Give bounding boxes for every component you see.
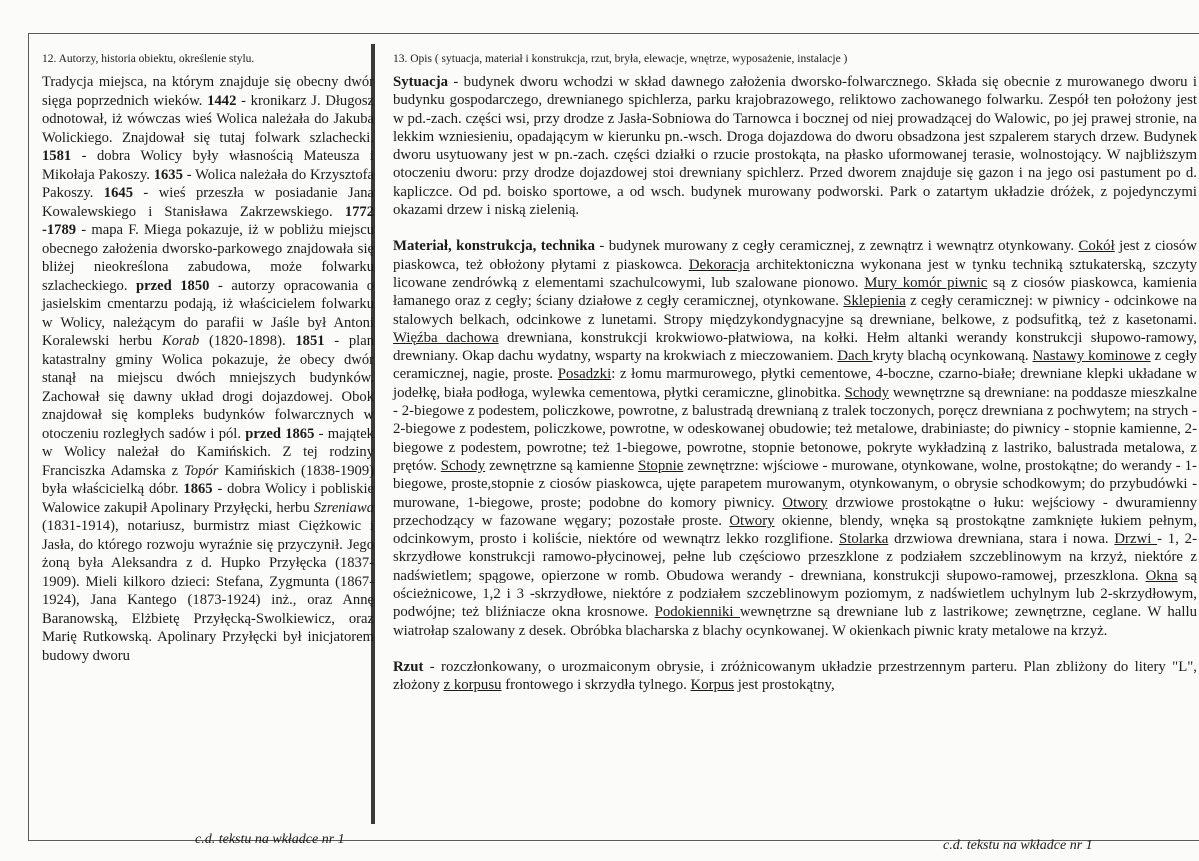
left-continuation-note: c.d. tekstu na wkładce nr 1: [195, 832, 345, 847]
material-text: - 1, 2-skrzydłowe konstrukcji ramowo-płycinowej, pełne lub częściowo przeszklone z podziałem szczeblinowym na krzyż, niektóre z nadświetlem; spągowe, opierzone w romb. Obudowa werandy - drewniana, konstrukcji słupowo-ramowej, przeszklona.: [393, 531, 1197, 584]
term-korpus: Korpus: [690, 677, 735, 694]
history-entry-text: - wieś przeszła w posiadanie Jana Kowalewskiego i Stanisława Zakrzewskiego.: [42, 185, 374, 220]
history-header: 12. Autorzy, historia obiektu, określenie stylu.: [42, 53, 255, 65]
history-entry-text: - majątek w Wolicy należał do Kamińskich. Z tej rodziny Franciszka Adamska z: [42, 425, 374, 479]
material-text: : z łomu marmurowego, płytki cementowe, 4-boczne, czarno-białe; drewniane klepki układane w jodełkę, biała podłoga, wylewka cementowa, płytki ceramiczne, glinobitka.: [393, 366, 1197, 401]
history-entry-text: - kronikarz J. Długosz odnotował, iż wówczas wieś Wolica należała do Jakuba Wolickiego. Znajdował się tutaj folwark szlachecki.: [42, 92, 374, 146]
description-column: [393, 52, 1197, 695]
history-entry-text: - plan katastralny gminy Wolica pokazuje, że obecy dwór stanął na miejscu dwóch mniejszych budynków. Zachował się dawny układ drogi dojazdowej. Obok znajdował się kompleks budynków folwarcznych w otoczeniu rozległych sadów i pól.: [42, 333, 374, 442]
material-text: architektoniczna wykonana jest w tynku techniką sztukaterską, szczyty licowane zendrówką z elementami szachulcowymi, lub szalowane pionowo.: [393, 256, 1197, 291]
history-year: 1851: [295, 333, 325, 349]
material-text: wewnętrzne są drewniane: na poddasze mieszkalne - 2-biegowe z podestem, policzkowe, powrotne, z balustradą drewnianą z tralek toczonych, poręcz drewniana z pochwytem; na strych - 2-biegowe z podestem, policzkowe, powrotne, w odeskowanej obudowie; też metalowe, drabiniaste; do piwnicy - stopnie kamienne, 2-biegowe z podestem, powrotne; też 1-biegowe, powrotne, stopnie betonowe, pokryte wykładziną z lastriko, balustrada metalowa, z prętów.: [393, 384, 1197, 474]
term-stopnie: Stopnie: [638, 457, 684, 474]
frame-left-line: [28, 33, 29, 841]
coat-of-arms-name: Korab: [161, 333, 200, 349]
history-year: 1865: [183, 481, 213, 497]
plan-text: - rozczłonkowany, o urozmaiconym obrysie, i zróżnicowanym układzie przestrzennym parteru. Plan zbliżony do litery "L", złożony: [393, 658, 1197, 694]
coat-of-arms-name: Topór: [184, 462, 219, 479]
material-text: jest z ciosów piaskowca, też obłożony płytami z piaskowca.: [393, 238, 1197, 273]
history-year: 1635: [153, 166, 183, 183]
material-paragraph: [393, 237, 1197, 640]
history-year: przed 1865: [245, 425, 315, 442]
description-header: 13. Opis ( sytuacja, materiał i konstrukcja, rzut, bryła, elewacje, wnętrze, wyposażenie, instalacje ): [393, 53, 848, 65]
term-cokol: Cokół: [1078, 238, 1115, 255]
term-mury-komor-piwnic: Mury komór piwnic: [864, 274, 988, 291]
term-sklepienia: Sklepienia: [843, 293, 906, 310]
material-text: okienne, blendy, wnęka są prostokątne zamknięte łukiem pełnym, odcinkowym, prosto i koliście, niektóre od wewnątrz lekko rozglifione.: [393, 512, 1197, 548]
history-entry-text: Kamińskich (1838-1909) była właścicielką dóbr.: [42, 462, 374, 497]
frame-top-line: [28, 33, 1199, 34]
history-entry-text: (1831-1914), notariusz, burmistrz miast Ciężkowic i Jasła, do którego rozwoju wyraźnie się przyczynił. Jego żoną była Aleksandra z d. Hupko Przyłęcka (1837-1909). Mieli kilkoro dzieci: Stefana, Zygmunta (1867-1924), Jana Kantego (1873-1924) inż., oraz Annę Baranowską, Elżbietę Przyłęcką-Swolkiewicz, oraz Marię Rutkowską.: [42, 518, 374, 645]
term-posadzki: Posadzki: [557, 366, 612, 383]
term-otwory-drzwiowe: Otwory: [782, 494, 828, 511]
plan-paragraph: [393, 658, 1197, 695]
term-okna: Okna: [1145, 567, 1178, 584]
term-wiezba-dachowa: Więźba dachowa: [393, 329, 499, 346]
term-dekoracja: Dekoracja: [688, 256, 750, 273]
history-year: 1442: [207, 92, 237, 109]
material-text: drzwiowa drewniana, stara i nowa.: [888, 531, 1115, 548]
material-text: wewnętrzne są drewniane lub z lastrikowe; zewnętrzne, ceglane. W hallu wiatrołap szalowany z desek. Obróbka blacharska z blachy ocynkowanej. W okienkach piwnic kraty metalowe na krzyż.: [393, 604, 1197, 639]
material-text: - budynek murowany z cegły ceramicznej, z zewnątrz i wewnątrz otynkowany.: [595, 238, 1079, 255]
history-year: przed 1850: [136, 277, 210, 294]
plan-text: jest prostokątny,: [734, 677, 835, 694]
history-entry-text: - dobra Wolicy i pobliskie Walowice zakupił Apolinary Przyłęcki, herbu: [42, 481, 375, 516]
history-entry-text: - autorzy opracowania o jasielskim cmentarzu podają, iż właścicielem folwarku w Wolicy, należącym do parafii w Jaśle był Antoni Koralewski herbu: [42, 277, 374, 349]
history-entry-text: - mapa F. Miega pokazuje, iż w pobliżu miejscu obecnego założenia dworsko-parkowego znajdowała się bliżej nieokreślona zabudowa, może folwarku szlacheckiego.: [42, 222, 374, 294]
material-text: z cegły ceramicznej: w piwnicy - odcinkowe na stalowych belkach, odcinkowe z lunetami. Stropy międzykondygnacyjne są drewniane, belkowe, z podsufitką, też z kasetonami.: [393, 293, 1197, 328]
material-text: są ościeżnicowe, 1,2 i 3 -skrzydłowe, niektóre z podziałem szczeblinowym poziomym, z nadświetlem uchylnym lub 2-skrzydłowym, podwójne; też bliźniacze okna krosnowe.: [393, 567, 1197, 621]
situation-text: - budynek dworu wchodzi w skład dawnego założenia dworsko-folwarcznego. Składa się obecnie z murowanego dworu i budynku gospodarczego, drewnianego spichlerza, parku krajobrazowego, reliktowo zachowanego folwarku. Zespół ten położony jest w pd.-zach. części wsi, przy drodze z Jasła-Sobniowa do Tarnowca i bocznej od niej prowadzącej do Walowic, po jej prawej stronie, na lekkim wzniesieniu, opadającym w kierunku pn.-wsch. Droga dojazdowa do dworu obsadzona jest szpalerem starych drzew. Budynek dworu usytuowany jest w pn.-zach. części działki o rzucie prostokąta, na płasko uformowanej terasie, wolnostojący. W najbliższym otoczeniu dworu: przy drodze dojazdowej stoi drewniany spichlerz. Przed dworem znajduje się gazon i na jego osi pastument po d. kapliczce. Od pd. boisko sportowe, a od wsch. budynek murowany podworski. Park o zatartym układzie dróżek, z pojedynczymi okazami drzew i niską zielenią.: [393, 74, 1197, 219]
term-drzwi: Drzwi: [1114, 531, 1158, 548]
term-podokienniki: Podokienniki: [654, 604, 740, 621]
term-otwory-okienne: Otwory: [729, 512, 775, 529]
paragraph-gap: [393, 640, 1197, 658]
term-schody-wewnetrzne: Schody: [844, 384, 890, 401]
material-text: drzwiowe prostokątne o łuku: wejściowy - dwuramienny przechodzący w fazowane węgary; pozostałe proste.: [393, 494, 1197, 529]
coat-of-arms-name: Szreniawa: [313, 499, 374, 516]
history-column: [42, 52, 374, 665]
history-entry-text: (1820-1898).: [199, 333, 286, 349]
history-year: 1581: [42, 148, 72, 164]
material-text: zewnętrzne: wjściowe - murowane, otynkowane, wolne, prostokątne; do werandy - 1-biegowe, proste,stopnie z ciosów piaskowca, ujęte parapetem murowanym, otynkowanym, o obrysie schodkowym; do przybudówki - murowane, 1-biegowe, proste; podobne do komory piwnicy.: [393, 457, 1197, 511]
situation-paragraph: [393, 73, 1197, 219]
plan-text: frontowego i skrzydła tylnego.: [501, 677, 691, 694]
material-label: Materiał, konstrukcja, technika: [393, 238, 596, 255]
history-text: [42, 73, 374, 665]
material-text: zewnętrzne są kamienne: [485, 457, 639, 474]
material-text: kryty blachą ocynkowaną.: [872, 348, 1033, 365]
history-entry-text: - dobra Wolicy były własnością Mateusza i Mikołaja Pakoszy.: [42, 148, 374, 183]
term-z-korpusu: z korpusu: [443, 677, 502, 694]
history-year: 1772 -1789: [42, 203, 375, 238]
history-outro: Apolinary Przyłęcki był inicjatorem budowy dworu: [42, 629, 374, 664]
history-year: 1645: [103, 185, 133, 201]
term-schody-zewnetrzne: Schody: [440, 457, 486, 474]
plan-label: Rzut: [393, 658, 424, 675]
term-dach: Dach: [837, 348, 873, 365]
material-text: drewniana, konstrukcji krokwiowo-płatwiowa, na kołki. Hełm altanki werandy konstrukcji słupowo-ramowy, drewniany. Okap dachu wydatny, wsparty na krokwiach z mieczowaniem.: [393, 329, 1197, 365]
material-text: są z ciosów piaskowca, kamienia łamanego oraz z cegły; ściany działowe z cegły ceramicznej, otynkowane.: [393, 274, 1198, 310]
paragraph-gap: [393, 219, 1197, 237]
material-text: z cegły ceramicznej, nagie, proste.: [393, 348, 1198, 383]
term-nastawy-kominowe: Nastawy kominowe: [1032, 348, 1151, 365]
term-stolarka: Stolarka: [838, 531, 889, 548]
situation-label: Sytuacja: [393, 74, 449, 90]
right-continuation-note: c.d. tekstu na wkładce nr 1: [943, 838, 1093, 853]
history-intro: Tradycja miejsca, na którym znajduje się obecny dwór sięga poprzednich wieków.: [42, 74, 374, 109]
history-entry-text: - Wolica należała do Krzysztofa Pakoszy.: [42, 166, 374, 201]
